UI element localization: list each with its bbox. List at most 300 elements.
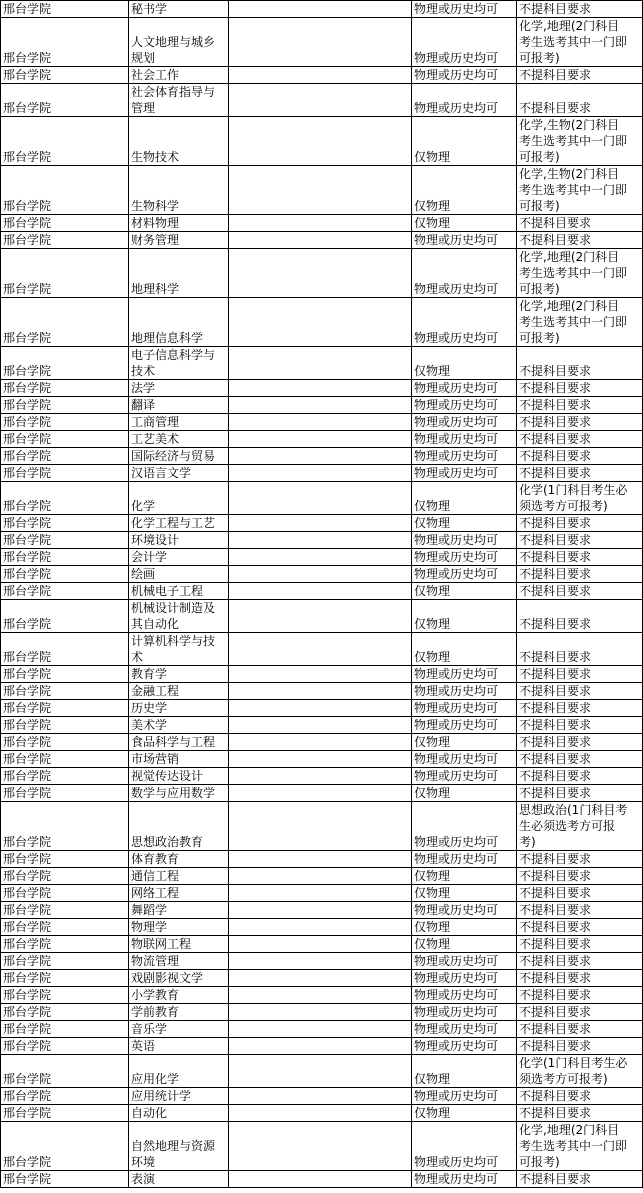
school-cell: 邢台学院	[1, 970, 129, 987]
school-cell: 邢台学院	[1, 515, 129, 532]
elective-first-cell: 物理或历史均可	[412, 549, 517, 566]
major-cell: 社会体育指导与 管理	[129, 84, 229, 117]
elective-second-cell: 不提科目要求	[517, 549, 643, 566]
elective-first-cell: 仅物理	[412, 166, 517, 215]
major-cell: 人文地理与城乡 规划	[129, 18, 229, 67]
elective-second-cell: 不提科目要求	[517, 936, 643, 953]
elective-first-cell: 仅物理	[412, 215, 517, 232]
elective-first-cell: 物理或历史均可	[412, 1122, 517, 1171]
elective-second-cell: 不提科目要求	[517, 851, 643, 868]
elective-first-cell: 物理或历史均可	[412, 1171, 517, 1188]
elective-second-cell: 不提科目要求	[517, 666, 643, 683]
school-cell: 邢台学院	[1, 785, 129, 802]
major-cell: 通信工程	[129, 868, 229, 885]
elective-first-cell: 仅物理	[412, 117, 517, 166]
elective-first-cell: 仅物理	[412, 347, 517, 380]
school-cell: 邢台学院	[1, 397, 129, 414]
table-row	[1, 18, 643, 67]
blank-cell	[229, 1038, 412, 1055]
elective-second-cell: 不提科目要求	[517, 515, 643, 532]
blank-cell	[229, 802, 412, 851]
major-cell: 应用化学	[129, 1055, 229, 1088]
major-cell: 秘书学	[129, 1, 229, 18]
table-row	[1, 1021, 643, 1038]
elective-second-cell: 化学,生物(2门科目 考生选考其中一门即 可报考)	[517, 117, 643, 166]
table-row	[1, 1105, 643, 1122]
blank-cell	[229, 532, 412, 549]
table-row	[1, 67, 643, 84]
blank-cell	[229, 1055, 412, 1088]
table-row	[1, 1088, 643, 1105]
elective-second-cell: 不提科目要求	[517, 431, 643, 448]
major-cell: 物联网工程	[129, 936, 229, 953]
table-row	[1, 566, 643, 583]
elective-second-cell: 不提科目要求	[517, 633, 643, 666]
table-row	[1, 953, 643, 970]
major-cell: 环境设计	[129, 532, 229, 549]
blank-cell	[229, 700, 412, 717]
table-row	[1, 717, 643, 734]
school-cell: 邢台学院	[1, 851, 129, 868]
elective-first-cell: 物理或历史均可	[412, 700, 517, 717]
elective-first-cell: 物理或历史均可	[412, 298, 517, 347]
table-row	[1, 84, 643, 117]
major-cell: 学前教育	[129, 1004, 229, 1021]
elective-second-cell: 不提科目要求	[517, 397, 643, 414]
elective-first-cell: 物理或历史均可	[412, 18, 517, 67]
blank-cell	[229, 84, 412, 117]
table-row	[1, 666, 643, 683]
elective-second-cell: 化学,地理(2门科目 考生选考其中一门即 可报考)	[517, 18, 643, 67]
table-row	[1, 397, 643, 414]
elective-second-cell: 不提科目要求	[517, 751, 643, 768]
elective-first-cell: 仅物理	[412, 936, 517, 953]
blank-cell	[229, 117, 412, 166]
school-cell: 邢台学院	[1, 414, 129, 431]
elective-second-cell: 不提科目要求	[517, 232, 643, 249]
major-cell: 化学	[129, 482, 229, 515]
elective-first-cell: 物理或历史均可	[412, 448, 517, 465]
elective-second-cell: 不提科目要求	[517, 1021, 643, 1038]
elective-first-cell: 仅物理	[412, 734, 517, 751]
major-cell: 机械设计制造及 其自动化	[129, 600, 229, 633]
elective-first-cell: 仅物理	[412, 868, 517, 885]
blank-cell	[229, 397, 412, 414]
school-cell: 邢台学院	[1, 482, 129, 515]
elective-first-cell: 仅物理	[412, 1055, 517, 1088]
school-cell: 邢台学院	[1, 666, 129, 683]
table-row	[1, 919, 643, 936]
school-cell: 邢台学院	[1, 431, 129, 448]
elective-first-cell: 仅物理	[412, 482, 517, 515]
blank-cell	[229, 717, 412, 734]
school-cell: 邢台学院	[1, 734, 129, 751]
major-cell: 汉语言文学	[129, 465, 229, 482]
elective-second-cell: 化学,地理(2门科目 考生选考其中一门即 可报考)	[517, 298, 643, 347]
elective-second-cell: 不提科目要求	[517, 717, 643, 734]
elective-second-cell: 不提科目要求	[517, 987, 643, 1004]
blank-cell	[229, 583, 412, 600]
school-cell: 邢台学院	[1, 448, 129, 465]
blank-cell	[229, 683, 412, 700]
major-cell: 小学教育	[129, 987, 229, 1004]
school-cell: 邢台学院	[1, 902, 129, 919]
elective-first-cell: 物理或历史均可	[412, 380, 517, 397]
table-row	[1, 851, 643, 868]
school-cell: 邢台学院	[1, 600, 129, 633]
blank-cell	[229, 166, 412, 215]
blank-cell	[229, 482, 412, 515]
table-row	[1, 298, 643, 347]
elective-second-cell: 不提科目要求	[517, 414, 643, 431]
elective-second-cell: 不提科目要求	[517, 1088, 643, 1105]
major-cell: 金融工程	[129, 683, 229, 700]
blank-cell	[229, 919, 412, 936]
school-cell: 邢台学院	[1, 232, 129, 249]
table-row	[1, 785, 643, 802]
school-cell: 邢台学院	[1, 953, 129, 970]
elective-first-cell: 仅物理	[412, 633, 517, 666]
table-row	[1, 902, 643, 919]
table-row	[1, 802, 643, 851]
table-row	[1, 117, 643, 166]
elective-first-cell: 仅物理	[412, 1105, 517, 1122]
school-cell: 邢台学院	[1, 566, 129, 583]
school-cell: 邢台学院	[1, 1038, 129, 1055]
major-cell: 翻译	[129, 397, 229, 414]
table-row	[1, 987, 643, 1004]
elective-first-cell: 物理或历史均可	[412, 768, 517, 785]
blank-cell	[229, 465, 412, 482]
major-cell: 会计学	[129, 549, 229, 566]
school-cell: 邢台学院	[1, 298, 129, 347]
school-cell: 邢台学院	[1, 987, 129, 1004]
major-cell: 英语	[129, 1038, 229, 1055]
blank-cell	[229, 953, 412, 970]
school-cell: 邢台学院	[1, 166, 129, 215]
table-row	[1, 215, 643, 232]
table-row	[1, 482, 643, 515]
table-row	[1, 583, 643, 600]
major-cell: 思想政治教育	[129, 802, 229, 851]
blank-cell	[229, 232, 412, 249]
table-row	[1, 1122, 643, 1171]
school-cell: 邢台学院	[1, 919, 129, 936]
blank-cell	[229, 885, 412, 902]
table-row	[1, 936, 643, 953]
school-cell: 邢台学院	[1, 717, 129, 734]
elective-first-cell: 物理或历史均可	[412, 1004, 517, 1021]
elective-first-cell: 物理或历史均可	[412, 802, 517, 851]
major-cell: 生物科学	[129, 166, 229, 215]
elective-first-cell: 物理或历史均可	[412, 751, 517, 768]
school-cell: 邢台学院	[1, 802, 129, 851]
school-cell: 邢台学院	[1, 18, 129, 67]
school-cell: 邢台学院	[1, 1, 129, 18]
major-cell: 美术学	[129, 717, 229, 734]
blank-cell	[229, 431, 412, 448]
elective-first-cell: 物理或历史均可	[412, 431, 517, 448]
table-row	[1, 700, 643, 717]
elective-second-cell: 不提科目要求	[517, 1, 643, 18]
major-cell: 物流管理	[129, 953, 229, 970]
major-cell: 国际经济与贸易	[129, 448, 229, 465]
table-row	[1, 166, 643, 215]
elective-second-cell: 不提科目要求	[517, 683, 643, 700]
major-cell: 表演	[129, 1171, 229, 1188]
school-cell: 邢台学院	[1, 936, 129, 953]
table-row	[1, 1171, 643, 1188]
blank-cell	[229, 249, 412, 298]
blank-cell	[229, 18, 412, 67]
elective-first-cell: 仅物理	[412, 600, 517, 633]
school-cell: 邢台学院	[1, 868, 129, 885]
major-cell: 数学与应用数学	[129, 785, 229, 802]
major-cell: 材料物理	[129, 215, 229, 232]
elective-first-cell: 物理或历史均可	[412, 232, 517, 249]
blank-cell	[229, 600, 412, 633]
school-cell: 邢台学院	[1, 532, 129, 549]
elective-first-cell: 仅物理	[412, 583, 517, 600]
major-cell: 历史学	[129, 700, 229, 717]
elective-first-cell: 物理或历史均可	[412, 1021, 517, 1038]
blank-cell	[229, 902, 412, 919]
elective-second-cell: 不提科目要求	[517, 734, 643, 751]
school-cell: 邢台学院	[1, 67, 129, 84]
elective-first-cell: 物理或历史均可	[412, 414, 517, 431]
blank-cell	[229, 1105, 412, 1122]
blank-cell	[229, 1004, 412, 1021]
major-cell: 教育学	[129, 666, 229, 683]
blank-cell	[229, 1122, 412, 1171]
table-row	[1, 431, 643, 448]
elective-second-cell: 不提科目要求	[517, 785, 643, 802]
school-cell: 邢台学院	[1, 465, 129, 482]
elective-first-cell: 物理或历史均可	[412, 1088, 517, 1105]
elective-first-cell: 物理或历史均可	[412, 532, 517, 549]
school-cell: 邢台学院	[1, 380, 129, 397]
elective-first-cell: 物理或历史均可	[412, 902, 517, 919]
elective-first-cell: 物理或历史均可	[412, 397, 517, 414]
blank-cell	[229, 785, 412, 802]
major-cell: 地理信息科学	[129, 298, 229, 347]
elective-first-cell: 仅物理	[412, 919, 517, 936]
major-cell: 计算机科学与技 术	[129, 633, 229, 666]
blank-cell	[229, 851, 412, 868]
table-row	[1, 515, 643, 532]
blank-cell	[229, 67, 412, 84]
elective-second-cell: 不提科目要求	[517, 67, 643, 84]
elective-first-cell: 仅物理	[412, 515, 517, 532]
major-cell: 戏剧影视文学	[129, 970, 229, 987]
blank-cell	[229, 298, 412, 347]
school-cell: 邢台学院	[1, 1171, 129, 1188]
table-body	[1, 1, 643, 1188]
major-cell: 社会工作	[129, 67, 229, 84]
major-cell: 市场营销	[129, 751, 229, 768]
elective-second-cell: 不提科目要求	[517, 885, 643, 902]
elective-first-cell: 物理或历史均可	[412, 851, 517, 868]
table-row	[1, 532, 643, 549]
elective-second-cell: 不提科目要求	[517, 532, 643, 549]
elective-second-cell: 不提科目要求	[517, 600, 643, 633]
elective-second-cell: 不提科目要求	[517, 380, 643, 397]
school-cell: 邢台学院	[1, 633, 129, 666]
elective-first-cell: 物理或历史均可	[412, 1, 517, 18]
major-cell: 自然地理与资源 环境	[129, 1122, 229, 1171]
elective-second-cell: 不提科目要求	[517, 919, 643, 936]
elective-second-cell: 不提科目要求	[517, 902, 643, 919]
school-cell: 邢台学院	[1, 700, 129, 717]
elective-second-cell: 不提科目要求	[517, 953, 643, 970]
major-cell: 体育教育	[129, 851, 229, 868]
school-cell: 邢台学院	[1, 751, 129, 768]
table-row	[1, 549, 643, 566]
table-row	[1, 1004, 643, 1021]
blank-cell	[229, 751, 412, 768]
elective-second-cell: 不提科目要求	[517, 868, 643, 885]
elective-second-cell: 不提科目要求	[517, 700, 643, 717]
major-cell: 电子信息科学与 技术	[129, 347, 229, 380]
school-cell: 邢台学院	[1, 885, 129, 902]
blank-cell	[229, 666, 412, 683]
blank-cell	[229, 868, 412, 885]
school-cell: 邢台学院	[1, 768, 129, 785]
elective-first-cell: 物理或历史均可	[412, 666, 517, 683]
major-cell: 法学	[129, 380, 229, 397]
elective-second-cell: 不提科目要求	[517, 1171, 643, 1188]
table-row	[1, 734, 643, 751]
elective-first-cell: 仅物理	[412, 885, 517, 902]
school-cell: 邢台学院	[1, 1021, 129, 1038]
major-cell: 财务管理	[129, 232, 229, 249]
blank-cell	[229, 566, 412, 583]
major-cell: 工商管理	[129, 414, 229, 431]
table-row	[1, 885, 643, 902]
elective-first-cell: 物理或历史均可	[412, 566, 517, 583]
elective-second-cell: 不提科目要求	[517, 970, 643, 987]
elective-first-cell: 物理或历史均可	[412, 683, 517, 700]
school-cell: 邢台学院	[1, 1004, 129, 1021]
school-cell: 邢台学院	[1, 1055, 129, 1088]
elective-second-cell: 化学,生物(2门科目 考生选考其中一门即 可报考)	[517, 166, 643, 215]
elective-second-cell: 不提科目要求	[517, 1038, 643, 1055]
school-cell: 邢台学院	[1, 117, 129, 166]
elective-second-cell: 不提科目要求	[517, 347, 643, 380]
major-cell: 生物技术	[129, 117, 229, 166]
elective-second-cell: 思想政治(1门科目考 生必须选考方可报 考)	[517, 802, 643, 851]
school-cell: 邢台学院	[1, 347, 129, 380]
elective-second-cell: 不提科目要求	[517, 1004, 643, 1021]
school-cell: 邢台学院	[1, 549, 129, 566]
elective-second-cell: 不提科目要求	[517, 448, 643, 465]
table-row	[1, 414, 643, 431]
school-cell: 邢台学院	[1, 683, 129, 700]
major-cell: 网络工程	[129, 885, 229, 902]
table-row	[1, 465, 643, 482]
major-cell: 视觉传达设计	[129, 768, 229, 785]
table-row	[1, 1038, 643, 1055]
school-cell: 邢台学院	[1, 1122, 129, 1171]
blank-cell	[229, 1021, 412, 1038]
blank-cell	[229, 414, 412, 431]
elective-second-cell: 不提科目要求	[517, 1105, 643, 1122]
table-row	[1, 448, 643, 465]
elective-second-cell: 化学(1门科目考生必 须选考方可报考)	[517, 1055, 643, 1088]
school-cell: 邢台学院	[1, 1088, 129, 1105]
blank-cell	[229, 633, 412, 666]
blank-cell	[229, 768, 412, 785]
blank-cell	[229, 734, 412, 751]
major-cell: 化学工程与工艺	[129, 515, 229, 532]
elective-first-cell: 物理或历史均可	[412, 465, 517, 482]
major-cell: 物理学	[129, 919, 229, 936]
elective-second-cell: 不提科目要求	[517, 566, 643, 583]
school-cell: 邢台学院	[1, 1105, 129, 1122]
major-cell: 机械电子工程	[129, 583, 229, 600]
elective-second-cell: 化学,地理(2门科目 考生选考其中一门即 可报考)	[517, 249, 643, 298]
blank-cell	[229, 380, 412, 397]
blank-cell	[229, 1088, 412, 1105]
blank-cell	[229, 1171, 412, 1188]
elective-second-cell: 不提科目要求	[517, 84, 643, 117]
elective-second-cell: 化学,地理(2门科目 考生选考其中一门即 可报考)	[517, 1122, 643, 1171]
school-cell: 邢台学院	[1, 583, 129, 600]
elective-first-cell: 物理或历史均可	[412, 84, 517, 117]
table-row	[1, 232, 643, 249]
elective-second-cell: 不提科目要求	[517, 215, 643, 232]
major-cell: 工艺美术	[129, 431, 229, 448]
elective-second-cell: 化学(1门科目考生必 须选考方可报考)	[517, 482, 643, 515]
elective-first-cell: 仅物理	[412, 785, 517, 802]
school-cell: 邢台学院	[1, 249, 129, 298]
elective-first-cell: 物理或历史均可	[412, 953, 517, 970]
table-row	[1, 768, 643, 785]
blank-cell	[229, 515, 412, 532]
blank-cell	[229, 987, 412, 1004]
blank-cell	[229, 549, 412, 566]
table-row	[1, 751, 643, 768]
table-row	[1, 633, 643, 666]
blank-cell	[229, 970, 412, 987]
major-cell: 绘画	[129, 566, 229, 583]
elective-second-cell: 不提科目要求	[517, 583, 643, 600]
table-row	[1, 600, 643, 633]
table-row	[1, 970, 643, 987]
table-row	[1, 249, 643, 298]
table-row	[1, 1055, 643, 1088]
major-cell: 地理科学	[129, 249, 229, 298]
elective-first-cell: 物理或历史均可	[412, 987, 517, 1004]
major-cell: 舞蹈学	[129, 902, 229, 919]
blank-cell	[229, 1, 412, 18]
school-cell: 邢台学院	[1, 84, 129, 117]
table-row	[1, 1, 643, 18]
table-row	[1, 683, 643, 700]
major-cell: 音乐学	[129, 1021, 229, 1038]
elective-first-cell: 物理或历史均可	[412, 970, 517, 987]
blank-cell	[229, 936, 412, 953]
elective-first-cell: 物理或历史均可	[412, 67, 517, 84]
elective-first-cell: 物理或历史均可	[412, 1038, 517, 1055]
major-cell: 食品科学与工程	[129, 734, 229, 751]
major-cell: 应用统计学	[129, 1088, 229, 1105]
table-row	[1, 868, 643, 885]
school-cell: 邢台学院	[1, 215, 129, 232]
elective-second-cell: 不提科目要求	[517, 465, 643, 482]
blank-cell	[229, 215, 412, 232]
elective-second-cell: 不提科目要求	[517, 768, 643, 785]
